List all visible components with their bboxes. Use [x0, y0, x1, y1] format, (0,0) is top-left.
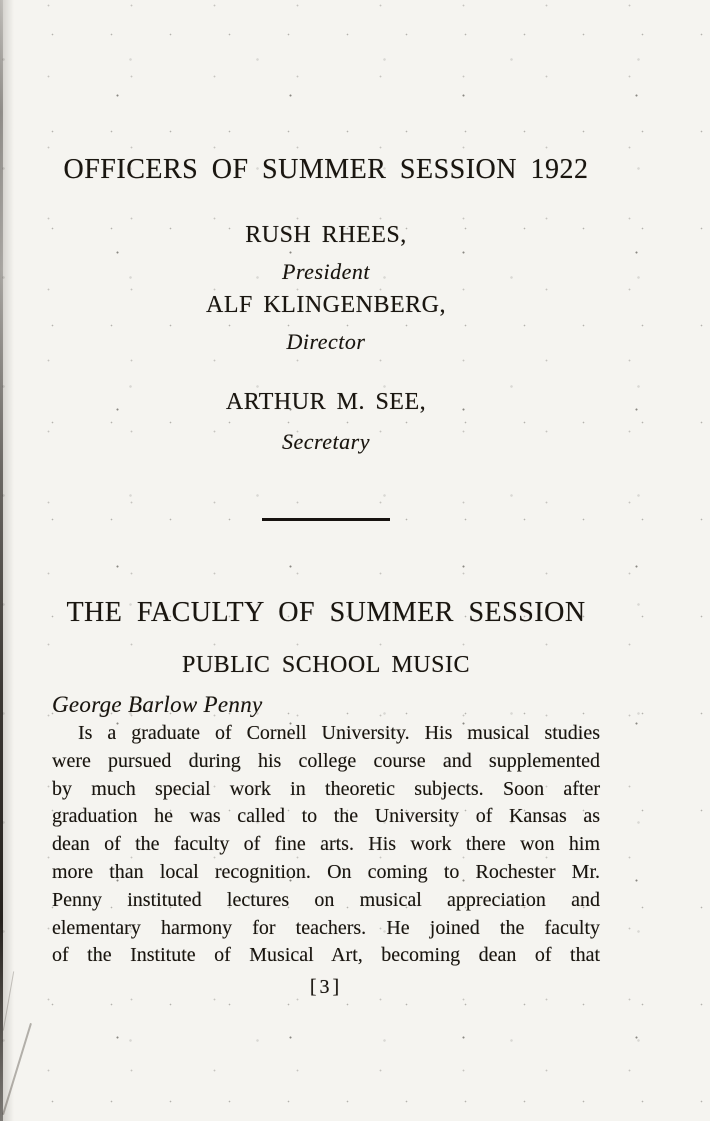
page-number: [3]	[309, 976, 343, 999]
officer-name: ALF KLINGENBERG,	[206, 292, 446, 319]
officer-entry-director	[52, 292, 600, 354]
paragraph-line: dean of the faculty of fine arts. His work there won him	[52, 833, 600, 856]
officer-name: ARTHUR M. SEE,	[225, 388, 427, 415]
officer-role: President	[282, 258, 370, 284]
officer-role: Secretary	[282, 428, 370, 454]
binding-edge-line	[0, 0, 3, 1121]
section-heading: THE FACULTY OF SUMMER SESSION	[66, 596, 586, 628]
officer-role: Director	[286, 328, 366, 354]
officer-name: RUSH RHEES,	[245, 222, 407, 249]
paragraph-line: graduation he was called to the University of Kansas as	[52, 805, 600, 828]
paragraph-line: Penny instituted lectures on musical appreciation and	[52, 888, 600, 911]
faculty-entry-name: George Barlow Penny	[52, 691, 263, 717]
faculty-entry-paragraph	[52, 720, 600, 970]
paragraph-line: more than local recognition. On coming to Rochester Mr.	[52, 861, 600, 884]
paragraph-line: were pursued during his college course and supplemented	[52, 749, 600, 772]
paragraph-line: by much special work in theoretic subjects. Soon after	[52, 777, 600, 800]
officer-entry-president	[52, 222, 600, 284]
section-subheading: PUBLIC SCHOOL MUSIC	[182, 652, 470, 679]
paragraph-line: of the Institute of Musical Art, becoming dean of that	[52, 944, 600, 967]
page-title: OFFICERS OF SUMMER SESSION 1922	[63, 154, 589, 185]
paragraph-line: elementary harmony for teachers. He joined the faculty	[52, 916, 600, 939]
paragraph-line: Is a graduate of Cornell University. His musical studies	[78, 722, 600, 745]
officer-entry-secretary	[52, 389, 600, 454]
section-divider-rule	[262, 518, 390, 521]
page-content	[52, 0, 600, 999]
